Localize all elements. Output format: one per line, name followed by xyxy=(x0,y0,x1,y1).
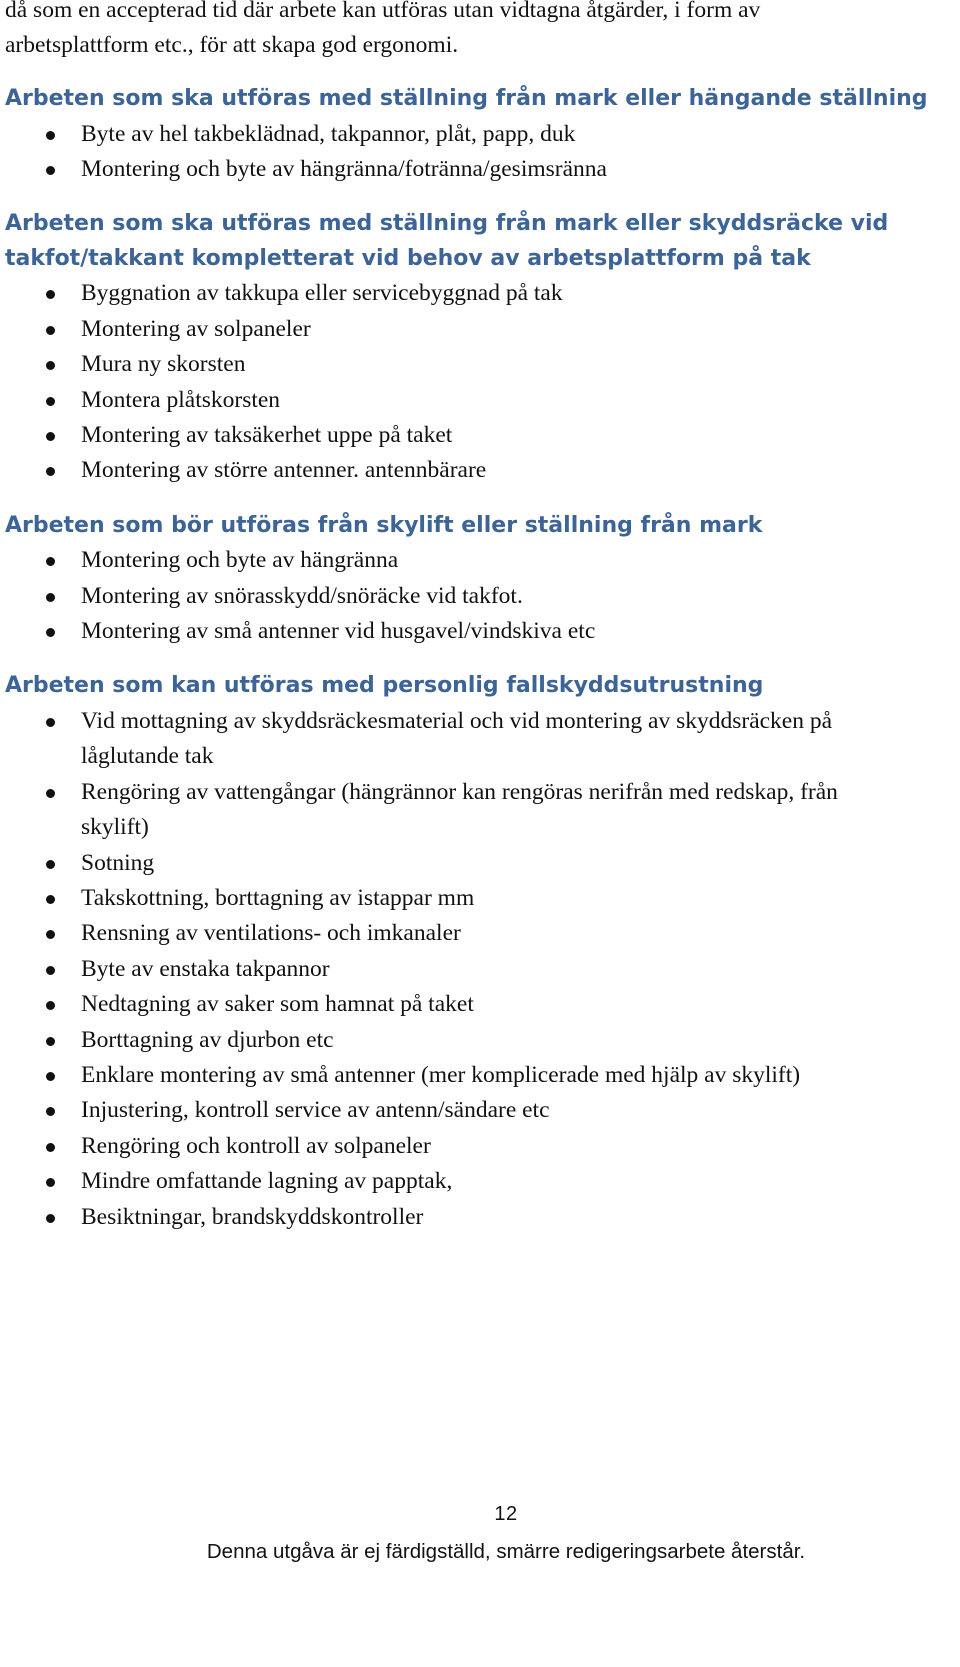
list-item xyxy=(5,1058,960,1093)
bullet-icon xyxy=(46,628,55,637)
list-item-text: Mura ny skorsten xyxy=(81,351,246,378)
list-item-text: låglutande tak xyxy=(81,743,214,770)
list-item-text: Enklare montering av små antenner (mer komplicerade med hjälp av skylift) xyxy=(81,1062,801,1089)
section xyxy=(5,82,955,187)
intro-paragraph xyxy=(5,0,955,62)
bullet-icon xyxy=(46,789,55,798)
list-item xyxy=(5,117,960,152)
bullet-icon xyxy=(46,1001,55,1010)
list-item-text: Rensning av ventilations- och imkanaler xyxy=(81,920,461,947)
bullet-list xyxy=(5,704,955,1235)
list-item xyxy=(5,543,960,578)
bullet-icon xyxy=(46,1214,55,1223)
bullet-list xyxy=(5,117,955,188)
list-item-text: Mindre omfattande lagning av papptak, xyxy=(81,1168,453,1195)
list-item-text: Montering av små antenner vid husgavel/vindskiva etc xyxy=(81,618,596,645)
section-heading-line: Arbeten som ska utföras med ställning från mark eller hängande ställning xyxy=(5,86,928,111)
bullet-icon xyxy=(46,467,55,476)
list-item xyxy=(5,1164,960,1199)
bullet-icon xyxy=(46,1072,55,1081)
list-item xyxy=(5,579,960,614)
list-item xyxy=(5,775,960,846)
list-item xyxy=(5,383,960,418)
bullet-icon xyxy=(46,895,55,904)
section xyxy=(5,669,955,1235)
section-spacer xyxy=(5,62,955,82)
list-item-text: Montering av snörasskydd/snöräcke vid takfot. xyxy=(81,582,523,609)
bullet-icon xyxy=(46,361,55,370)
section-heading-line: takfot/takkant kompletterat vid behov av arbetsplattform på tak xyxy=(5,245,811,271)
bullet-icon xyxy=(46,1107,55,1116)
list-item-text: Montering och byte av hängränna xyxy=(81,547,399,574)
section-heading xyxy=(5,207,955,276)
list-item xyxy=(5,881,960,916)
bullet-icon xyxy=(46,326,55,335)
list-item-text: Rengöring av vattengångar (hängrännor kan rengöras nerifrån med redskap, från xyxy=(81,778,838,805)
bullet-icon xyxy=(46,930,55,939)
bullet-icon xyxy=(46,1143,55,1152)
list-item xyxy=(5,347,960,382)
list-item-text: Borttagning av djurbon etc xyxy=(81,1026,334,1053)
list-item-text: Sotning xyxy=(81,849,155,876)
list-item-text: Montering av taksäkerhet uppe på taket xyxy=(81,421,453,448)
list-item xyxy=(5,152,960,187)
bullet-icon xyxy=(46,432,55,441)
list-item xyxy=(5,276,960,311)
section-heading-line: Arbeten som kan utföras med personlig fallskyddsutrustning xyxy=(5,673,764,699)
section xyxy=(5,509,955,650)
list-item-text: Byte av enstaka takpannor xyxy=(81,955,330,982)
section-heading-line: Arbeten som ska utföras med ställning från mark eller skyddsräcke vid xyxy=(5,211,889,237)
list-item xyxy=(5,952,960,987)
list-item-text: Montering av solpaneler xyxy=(81,315,311,342)
draft-notice: Denna utgåva är ej färdigställd, smärre redigeringsarbete återstår. xyxy=(206,1540,806,1563)
intro-line: då som en accepterad tid där arbete kan utföras utan vidtagna åtgärder, i form av xyxy=(5,0,761,23)
bullet-icon xyxy=(46,166,55,175)
bullet-icon xyxy=(46,593,55,602)
section xyxy=(5,207,955,488)
list-item-text: Besiktningar, brandskyddskontroller xyxy=(81,1203,424,1230)
list-item-text: Byte av hel takbeklädnad, takpannor, plåt, papp, duk xyxy=(81,120,576,147)
list-item-text: Nedtagning av saker som hamnat på taket xyxy=(81,991,474,1018)
list-item xyxy=(5,916,960,951)
bullet-icon xyxy=(46,966,55,975)
list-item-text: Montering av större antenner. antennbärare xyxy=(81,457,487,484)
bullet-list xyxy=(5,276,955,488)
section-heading xyxy=(5,509,955,544)
bullet-list xyxy=(5,543,955,649)
list-item-text: Byggnation av takkupa eller servicebyggnad på tak xyxy=(81,280,563,307)
list-item xyxy=(5,453,960,488)
list-item xyxy=(5,846,960,881)
list-item xyxy=(5,1200,960,1235)
section-spacer xyxy=(5,187,955,207)
bullet-icon xyxy=(46,290,55,299)
bullet-icon xyxy=(46,860,55,869)
bullet-icon xyxy=(46,131,55,140)
bullet-icon xyxy=(46,397,55,406)
list-item xyxy=(5,987,960,1022)
bullet-icon xyxy=(46,1178,55,1187)
page-content xyxy=(5,0,955,1235)
list-item xyxy=(5,1093,960,1128)
list-item xyxy=(5,1023,960,1058)
bullet-icon xyxy=(46,557,55,566)
list-item-text: Vid mottagning av skyddsräckesmaterial och vid montering av skyddsräcken på xyxy=(81,707,833,734)
bullet-icon xyxy=(46,718,55,727)
bullet-icon xyxy=(46,1037,55,1046)
list-item-text: skylift) xyxy=(81,814,149,841)
list-item xyxy=(5,614,960,649)
list-item xyxy=(5,704,960,775)
list-item xyxy=(5,1129,960,1164)
section-spacer xyxy=(5,649,955,669)
page-number: 12 xyxy=(494,1503,518,1525)
section-heading-line: Arbeten som bör utföras från skylift eller ställning från mark xyxy=(5,512,763,538)
list-item-text: Montera plåtskorsten xyxy=(81,386,281,413)
section-heading xyxy=(5,82,955,117)
section-spacer xyxy=(5,489,955,509)
intro-line: arbetsplattform etc., för att skapa god ergonomi. xyxy=(5,31,459,58)
list-item xyxy=(5,312,960,347)
list-item xyxy=(5,418,960,453)
list-item-text: Rengöring och kontroll av solpaneler xyxy=(81,1132,431,1159)
section-heading xyxy=(5,669,955,704)
list-item-text: Takskottning, borttagning av istappar mm xyxy=(81,885,475,911)
list-item-text: Injustering, kontroll service av antenn/sändare etc xyxy=(81,1097,550,1124)
list-item-text: Montering och byte av hängränna/fotränna/gesimsränna xyxy=(81,155,607,182)
